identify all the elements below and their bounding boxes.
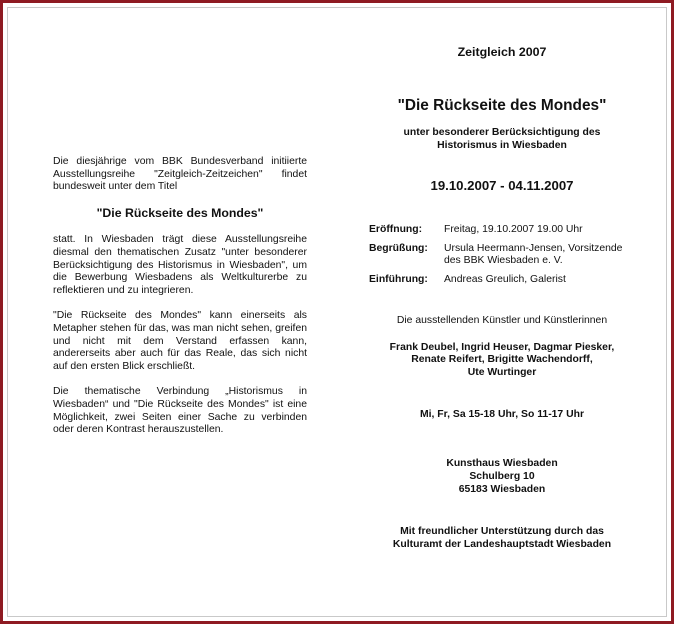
subtitle-line-2: Historismus in Wiesbaden [437,139,567,151]
detail-row-introduction [369,274,635,287]
support-line-1: Mit freundlicher Unterstützung durch das [400,526,604,538]
subtitle-line-1: unter besonderer Berücksichtigung des [403,127,601,138]
detail-label: Einführung: [369,273,428,285]
event-details [369,224,635,286]
exhibition-subtitle [369,127,635,152]
detail-label: Eröffnung: [369,224,423,236]
artists-line-2: Renate Reifert, Brigitte Wachendorff, [411,354,593,366]
intro-paragraph: Die diesjährige vom BBK Bundesverband initiierte Ausstellungsreihe "Zeitgleich-Zeitzeichen" findet bundesweit unter dem Titel [53,156,307,193]
detail-label: Begrüßung: [369,242,428,254]
series-title: Zeitgleich 2007 [457,45,547,59]
venue-name: Kunsthaus Wiesbaden [446,458,558,470]
detail-row-welcome [369,243,635,268]
detail-row-opening [369,224,635,237]
support-line-2: Kulturamt der Landeshauptstadt Wiesbaden [392,538,612,550]
artists-list [369,342,635,380]
opening-hours: Mi, Fr, Sa 15-18 Uhr, So 11-17 Uhr [419,409,584,421]
detail-value: Andreas Greulich, Galerist [444,273,566,285]
venue-city: 65183 Wiesbaden [458,483,546,495]
paragraph-3: Die thematische Verbindung „Historismus in Wiesbaden“ und "Die Rückseite des Mondes" ist eine Möglichkeit, zwei Seiten einer Sache zu verbinden oder deren Kontrast herauszustellen. [53,386,307,436]
left-title: "Die Rückseite des Mondes" [96,205,264,220]
artists-line-1: Frank Deubel, Ingrid Heuser, Dagmar Piesker, [389,341,615,353]
detail-value: Freitag, 19.10.2007 19.00 Uhr [444,224,583,236]
artists-line-3: Ute Wurtinger [467,366,537,378]
venue-address [369,458,635,496]
right-column [369,43,635,551]
exhibition-dates: 19.10.2007 - 04.11.2007 [430,178,574,194]
exhibition-title: "Die Rückseite des Mondes" [397,97,607,114]
left-column [53,156,307,437]
support-note [369,526,635,551]
paragraph-2: "Die Rückseite des Mondes" kann einerseits als Metapher stehen für das, was man nicht sehen, greifen und nicht mit dem Verstand erfassen kann, andererseits aber auch für das Reale, das sich nicht auf den ersten Blick erschließt. [53,310,307,372]
paragraph-1: statt. In Wiesbaden trägt diese Ausstellungsreihe diesmal den thematischen Zusatz "unter besonderer Berücksichtigung des Historismus in Wiesbaden", um die Bewerbung Wiesbadens als Weltkulturerbe zu reflektieren und zu integrieren. [53,234,307,296]
detail-value: Ursula Heermann-Jensen, Vorsitzende des BBK Wiesbaden e. V. [444,242,623,267]
venue-street: Schulberg 10 [469,470,535,482]
artists-intro: Die ausstellenden Künstler und Künstlerinnen [396,314,608,326]
